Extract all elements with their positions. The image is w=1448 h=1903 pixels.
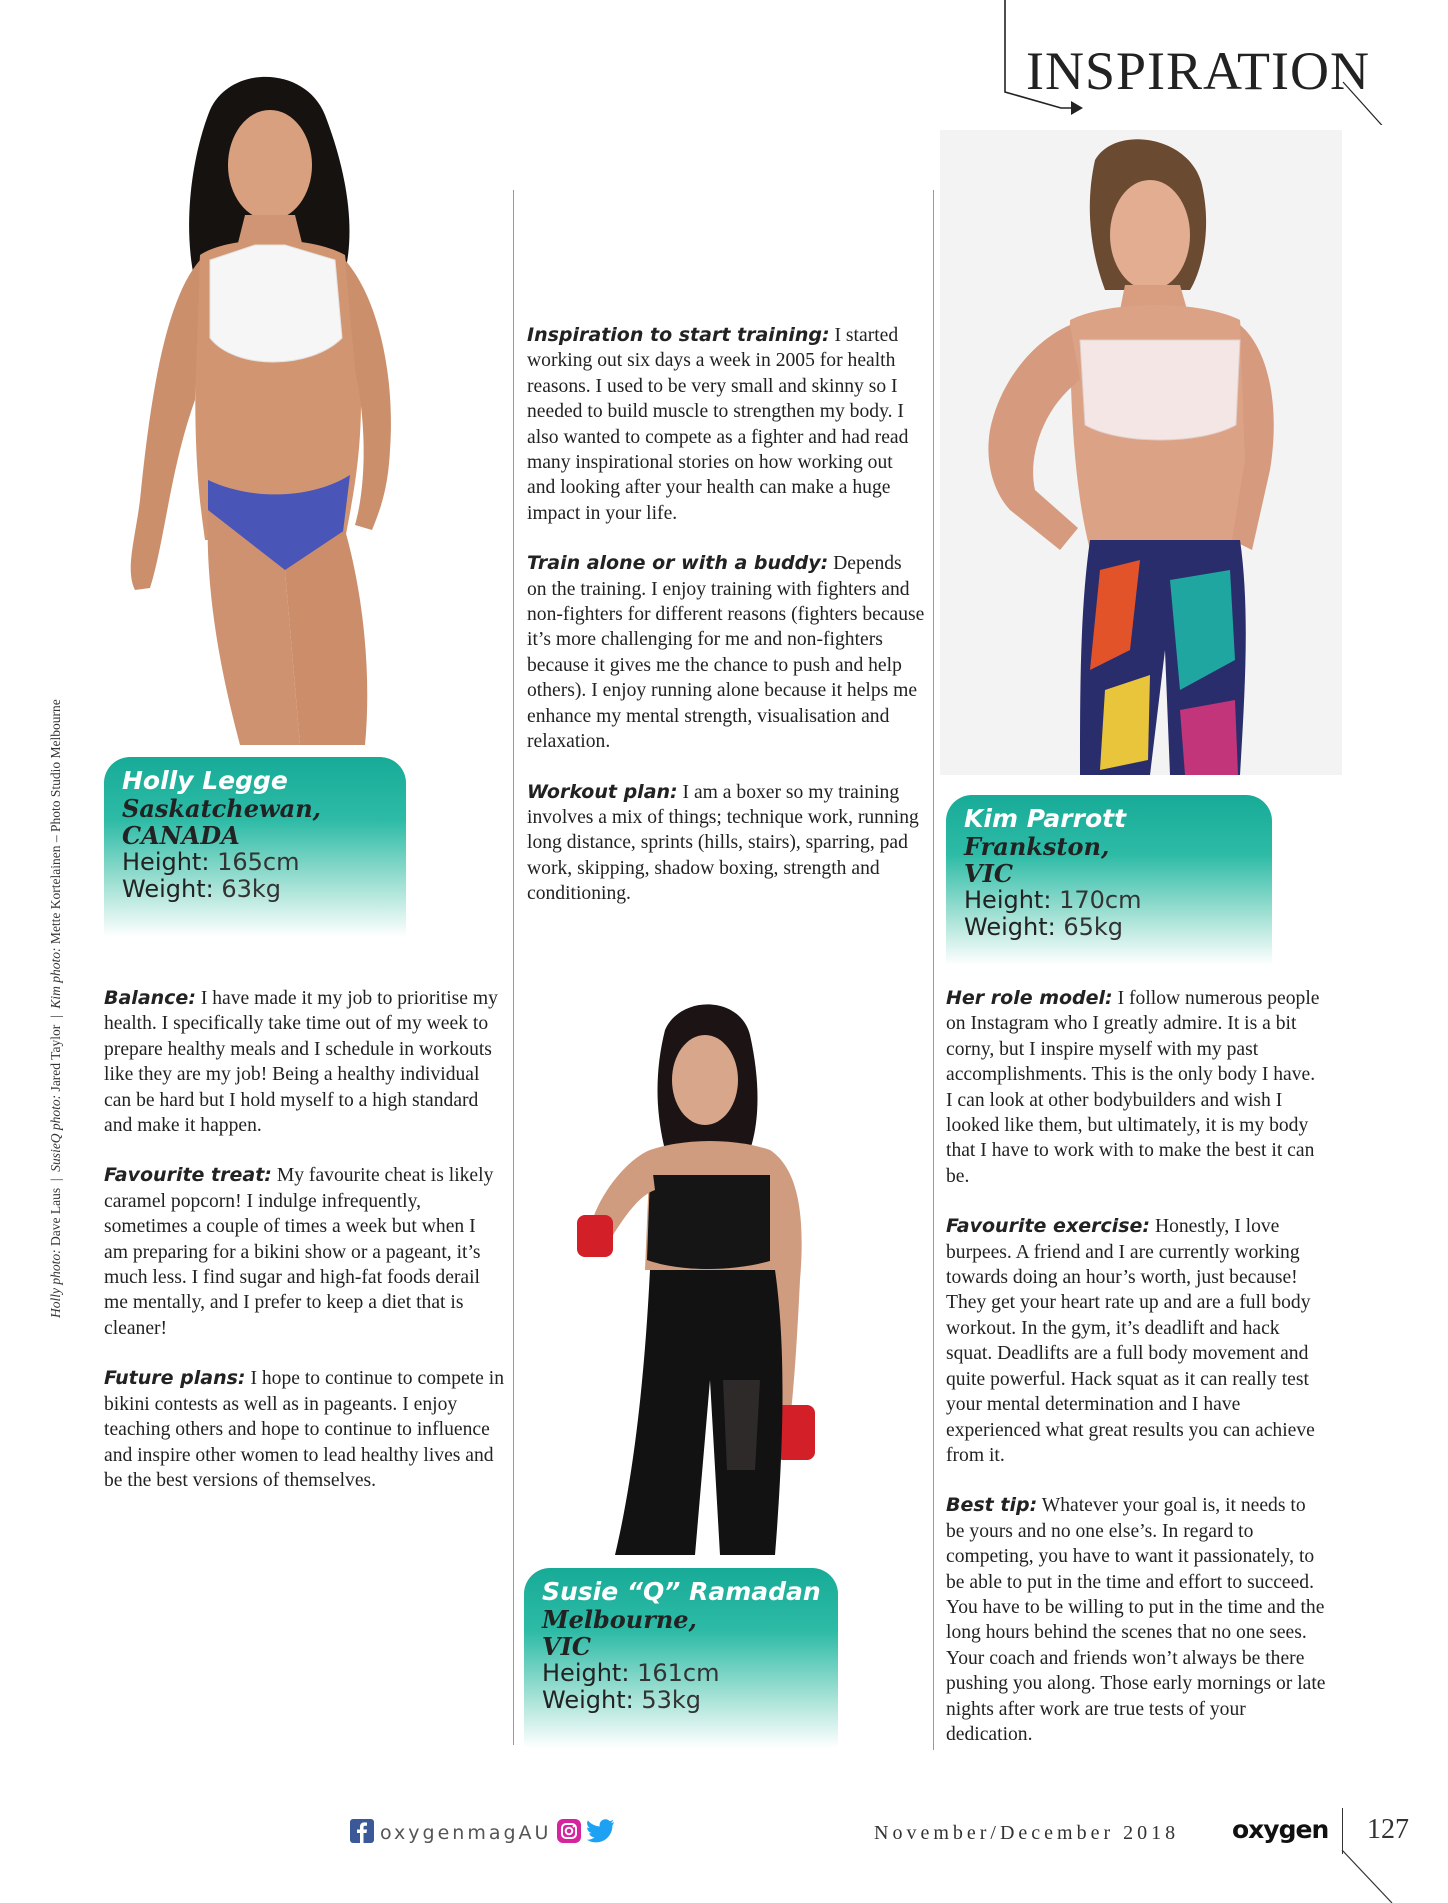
holly-name: Holly Legge [122, 766, 288, 795]
kim-role-paragraph: Her role model: I follow numerous people on Instagram who I greatly admire. It is a bit corny, but I inspire myself with my past accomplishments. This is the only body I have. I can look at other bodybuilders and wish I looked like them, but ultimately, it is my body that I have to work with to make the best it can be. [946, 987, 1320, 1187]
kim-exercise-paragraph: Favourite exercise: Honestly, I love burpees. A friend and I are currently working towards doing an hour’s worth, just because! They get your heart rate up and are a full body workout. In the gym, it’s deadlift and hack squat. Deadlifts are a full body movement and quite powerful. Hack squat as it can really test your mental determination and I have experienced what great results you can achieve from it. [946, 1215, 1315, 1466]
holly-balance-paragraph: Balance: I have made it my job to prioritise my health. I specifically take time out of my week to prepare healthy meals and I schedule in workouts like they are my job! Being a healthy individual can be hard but I hold myself to a high standard and make it happen. [104, 987, 498, 1137]
footer-divider [1342, 1808, 1343, 1854]
susie-location-line1: Melbourne, [542, 1605, 697, 1634]
holly-photo [110, 70, 430, 745]
column-divider-right [933, 190, 934, 1750]
susie-location-line2: VIC [542, 1632, 591, 1661]
column-divider-left [513, 190, 514, 1745]
footer-social [350, 1818, 615, 1848]
susie-name-card [524, 1568, 838, 1748]
holly-location-line1: Saskatchewan, [122, 794, 322, 823]
susie-workout-paragraph: Workout plan: I am a boxer so my training involves a mix of things; technique work, running long distance, sprints (hills, stairs), sparring, pad work, skipping, shadow boxing, strength and conditioning. [527, 780, 919, 905]
kim-column [946, 986, 1326, 1772]
brand-logo: oxygen [1232, 1815, 1329, 1844]
facebook-icon[interactable] [350, 1819, 374, 1848]
holly-treat-paragraph: Favourite treat: My favourite cheat is likely caramel popcorn! I indulge infrequently, sometimes a couple of times a week but when I am preparing for a bikini show or a pageant, it’s much less. I find sugar and high-fat foods derail me mentally, and I prefer to keep a diet that is cleaner! [104, 1164, 494, 1339]
corner-rule [1340, 1850, 1448, 1903]
susie-weight: Weight: 53kg [542, 1686, 702, 1714]
kim-name-card [946, 795, 1272, 965]
susie-inspiration-paragraph: Inspiration to start training: I started working out six days a week in 2005 for health reasons. I used to be very small and skinny so I needed to build muscle to strengthen my body. I also wanted to compete as a fighter and had read many inspirational stories on how working out and looking after your health can make a huge impact in your life. [527, 324, 909, 524]
susie-buddy-paragraph: Train alone or with a buddy: Depends on the training. I enjoy training with fighters and non-fighters for different reasons (fighters because it’s more challenging for me and non-fighters because it gives me the chance to push and help others). I enjoy running alone because it helps me enhance my mental strength, visualisation and relaxation. [527, 552, 925, 753]
kim-location-line2: VIC [964, 859, 1013, 888]
holly-column [104, 986, 504, 1518]
holly-name-card [104, 757, 406, 937]
susie-column [527, 323, 925, 932]
issue-date: November/December 2018 [874, 1822, 1180, 1844]
twitter-icon[interactable] [587, 1819, 615, 1848]
kim-weight: Weight: 65kg [964, 913, 1124, 941]
holly-weight: Weight: 63kg [122, 875, 282, 903]
page-number: 127 [1367, 1814, 1409, 1845]
kim-photo [940, 130, 1342, 775]
holly-plans-paragraph: Future plans: I hope to continue to compete in bikini contests as well as in pageants. I enjoy teaching others and hope to continue to influence and inspire other women to lead healthy lives and be the best versions of themselves. [104, 1367, 505, 1491]
social-handle[interactable]: oxygenmagAU [380, 1822, 552, 1844]
holly-location-line2: CANADA [122, 821, 240, 850]
susie-name: Susie “Q” Ramadan [542, 1577, 821, 1606]
kim-name: Kim Parrott [964, 804, 1127, 833]
kim-tip-paragraph: Best tip: Whatever your goal is, it needs to be yours and no one else’s. In regard to competing, you have to want it passionately, to be able to put in the time and effort to succeed. You have to be willing to put in the time and the long hours behind the scenes that no one sees. Your coach and friends won’t always be there pushing you along. Those early mornings or late nights after work are true tests of your dedication. [946, 1494, 1326, 1745]
section-title: INSPIRATION [1026, 41, 1371, 101]
photo-credit: Holly photo: Dave Laus | SusieQ photo: Jared Taylor | Kim photo: Mette Kortelainen – Photo Studio Melbourne [48, 699, 63, 1318]
holly-height: Height: 165cm [122, 848, 300, 876]
susie-height: Height: 161cm [542, 1659, 720, 1687]
kim-height: Height: 170cm [964, 886, 1142, 914]
susie-photo [555, 1000, 855, 1555]
instagram-icon[interactable] [557, 1819, 581, 1848]
kim-location-line1: Frankston, [964, 832, 1110, 861]
